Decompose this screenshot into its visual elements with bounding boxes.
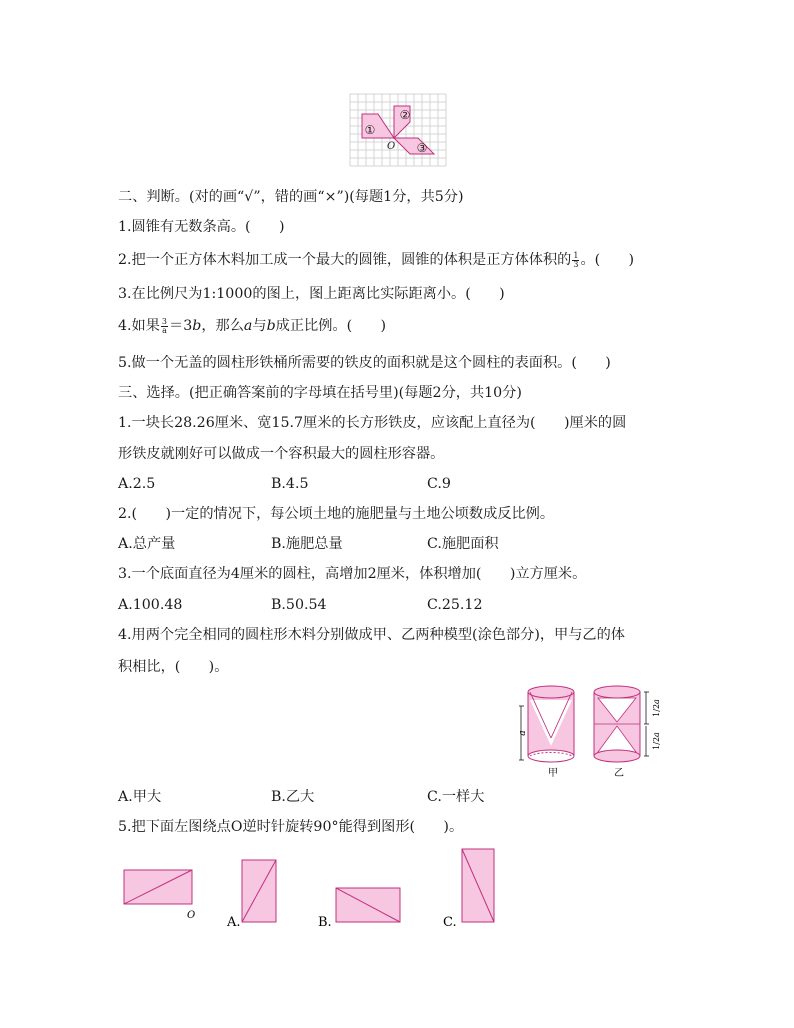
choice-q4-line1: 4.用两个完全相同的圆柱形木料分别做成甲、乙两种模型(涂色部分)，甲与乙的体	[118, 627, 625, 643]
choice-q2: 2.( )一定的情况下，每公顷土地的施肥量与土地公顷数成反比例。	[118, 506, 555, 522]
choice-q5: 5.把下面左图绕点O逆时针旋转90°能得到图形( )。	[118, 819, 464, 835]
q1-option-b: B.4.5	[271, 476, 309, 492]
choice-q4-line2: 积相比，( )。	[118, 659, 229, 675]
q1-option-c: C.9	[427, 476, 451, 492]
q4-option-a: A.甲大	[118, 789, 162, 805]
q4-option-c: C.一样大	[427, 789, 485, 805]
q2-option-c: C.施肥面积	[427, 536, 499, 552]
half-a-lower: 1/2a	[652, 732, 661, 750]
q1-option-a: A.2.5	[118, 476, 156, 492]
shape-1-label: ①	[364, 123, 376, 137]
judge-q1: 1.圆锥有无数条高。( )	[118, 219, 285, 235]
option-c-label: C.	[443, 915, 457, 930]
q2-option-a: A.总产量	[118, 536, 176, 552]
half-a-upper: 1/2a	[652, 699, 661, 717]
choice-q3: 3.一个底面直径为4厘米的圆柱，高增加2厘米，体积增加( )立方厘米。	[118, 566, 587, 582]
q2-option-b: B.施肥总量	[271, 536, 343, 552]
option-b-label: B.	[318, 915, 332, 930]
shape-2-label: ②	[399, 108, 411, 122]
judge-q5: 5.做一个无盖的圆柱形铁桶所需要的铁皮的面积就是这个圆柱的表面积。( )	[118, 355, 611, 371]
option-a-label: A.	[227, 915, 241, 930]
rotation-rectangles-figure	[118, 846, 508, 936]
cylinder-jia	[518, 686, 574, 762]
choice-q1-line1: 1.一块长28.26厘米、宽15.7厘米的长方形铁皮，应该配上直径为( )厘米的圆	[118, 415, 627, 431]
label-jia: 甲	[548, 768, 558, 779]
q4-option-b: B.乙大	[271, 789, 315, 805]
label-yi: 乙	[614, 768, 624, 779]
fraction-one-third: $\frac{1}{3}$	[573, 250, 579, 269]
section2-heading: 二、判断。(对的画“√”，错的画“×”)(每题1分，共5分)	[118, 189, 464, 205]
choice-q1-line2: 形铁皮就刚好可以做成一个容积最大的圆柱形容器。	[118, 446, 445, 462]
judge-q4: 4.如果 $\frac{3}{a}$ ＝3b，那么a与b成正比例。( )	[118, 316, 387, 335]
cylinder-models-figure	[516, 684, 666, 780]
rotation-grid-figure	[350, 94, 446, 166]
cylinder-yi	[594, 686, 661, 762]
dim-a-label: a	[518, 730, 528, 736]
shape-3	[394, 138, 434, 154]
q3-option-c: C.25.12	[427, 597, 483, 613]
fraction-3-over-a: $\frac{3}{a}$	[161, 316, 168, 335]
q3-option-a: A.100.48	[118, 597, 183, 613]
rotation-origin-label: O	[187, 910, 196, 921]
q3-option-b: B.50.54	[271, 597, 327, 613]
shape-3-label: ③	[416, 141, 428, 155]
origin-label: O	[387, 141, 396, 152]
judge-q3: 3.在比例尺为1:1000的图上，图上距离比实际距离小。( )	[118, 286, 505, 302]
section3-heading: 三、选择。(把正确答案前的字母填在括号里)(每题2分，共10分)	[118, 385, 522, 401]
judge-q2: 2.把一个正方体木料加工成一个最大的圆锥，圆锥的体积是正方体体积的 $\frac{1}{3}$ 。( )	[118, 250, 635, 269]
